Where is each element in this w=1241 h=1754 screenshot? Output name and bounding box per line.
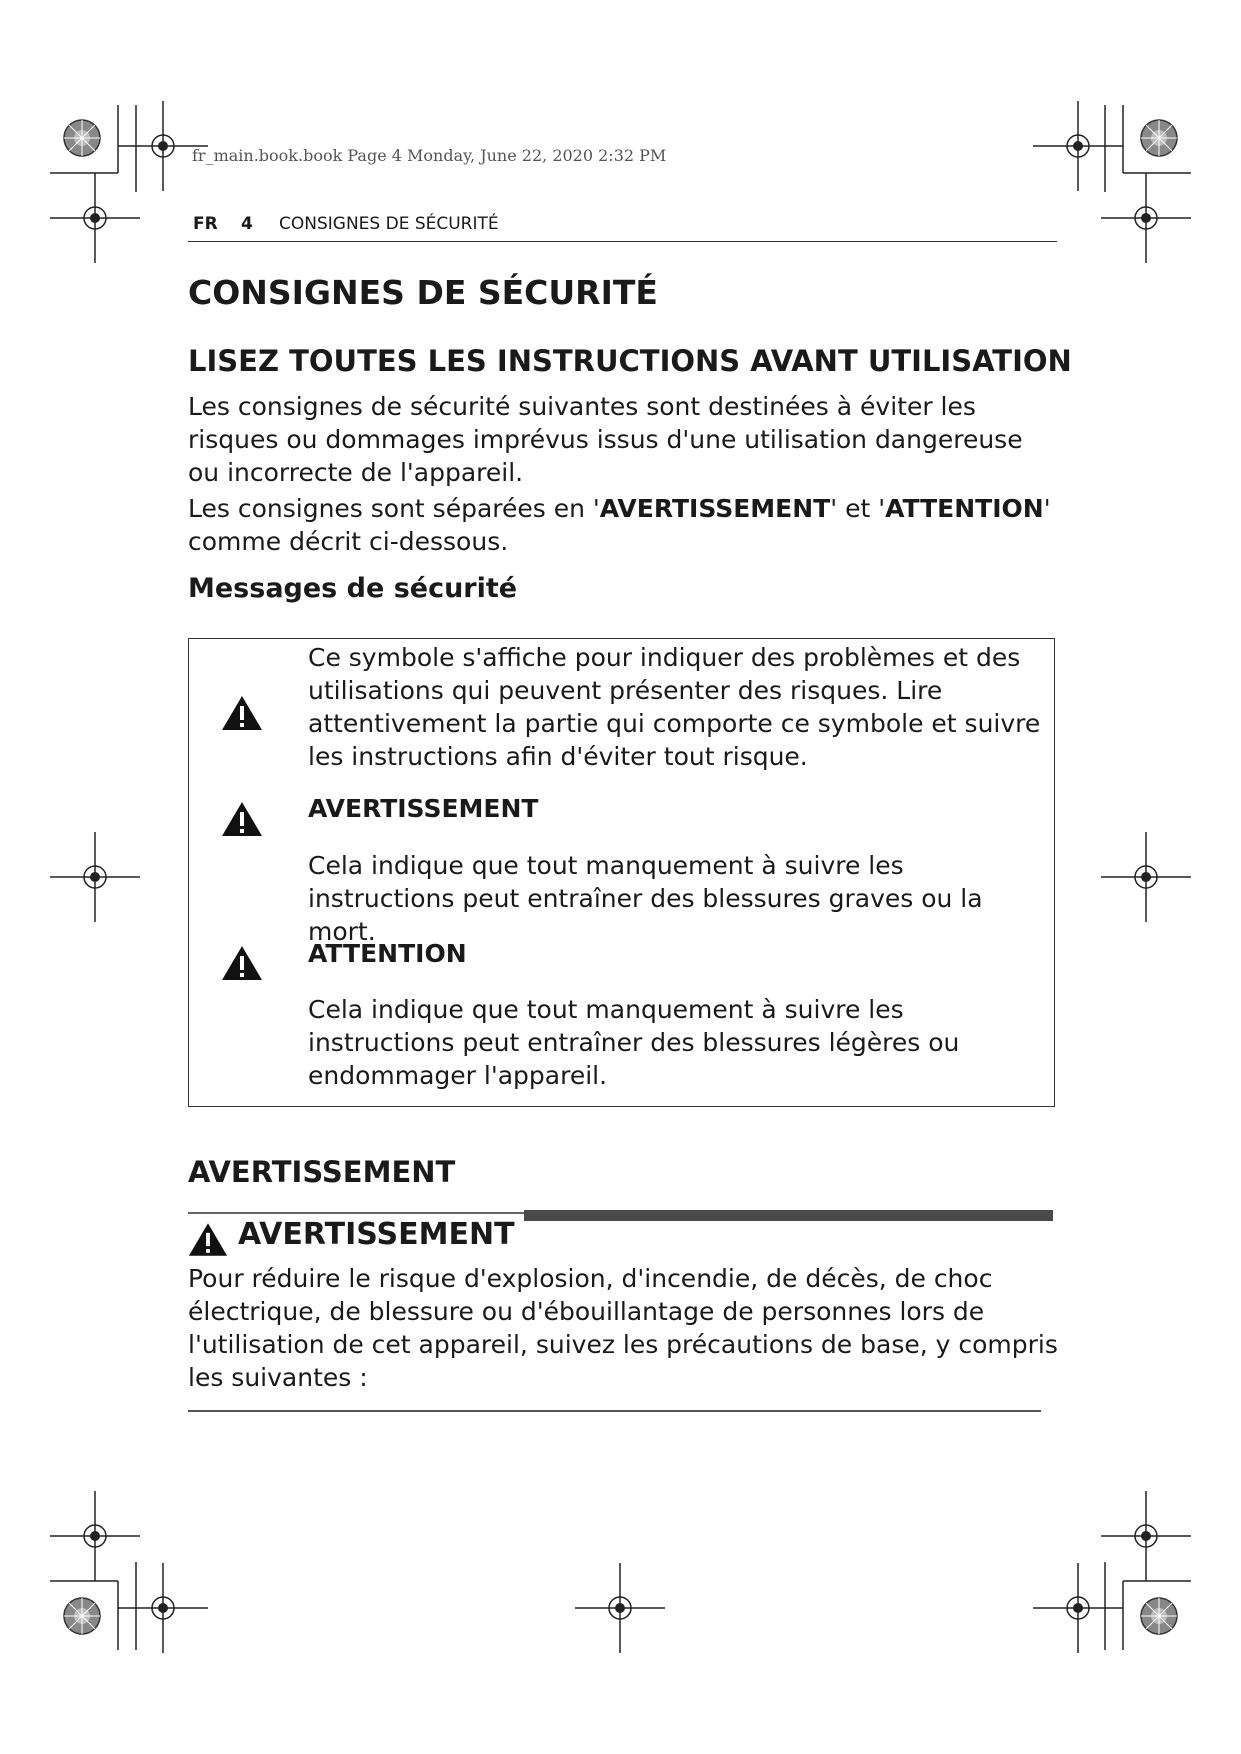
intro-paragraph-1: Les consignes de sécurité suivantes sont destinées à éviter les risques ou dommages imprévus issus d'une utilisation dangereuse ou incorrecte de l'appareil. <box>188 392 1023 487</box>
intro-p2-term-caution: ATTENTION <box>885 494 1044 523</box>
safety-message-warning-text: Cela indique que tout manquement à suivre les instructions peut entraîner des blessures graves ou la mort. <box>308 851 983 946</box>
safety-message-symbol-text: Ce symbole s'affiche pour indiquer des problèmes et des utilisations qui peuvent présenter des risques. Lire attentivement la partie qui comporte ce symbole et suivre les instructions afin d'éviter tout risque. <box>308 643 1041 771</box>
print-slug: fr_main.book.book Page 4 Monday, June 22, 2020 2:32 PM <box>192 146 667 165</box>
warning-banner-bar <box>524 1210 1053 1221</box>
running-header-section: CONSIGNES DE SÉCURITÉ <box>279 214 499 234</box>
intro-p2-term-warning: AVERTISSEMENT <box>599 494 831 523</box>
messages-heading: Messages de sécurité <box>188 573 518 604</box>
running-header <box>188 211 1057 242</box>
warning-triangle-icon <box>221 695 263 731</box>
warning-triangle-icon <box>221 945 263 981</box>
warning-text: Pour réduire le risque d'explosion, d'incendie, de décès, de choc électrique, de blessure ou d'ébouillantage de personnes lors de l'utilisation de cet appareil, suivez les précautions de base, y compris les suivantes : <box>188 1264 1058 1392</box>
subtitle: LISEZ TOUTES LES INSTRUCTIONS AVANT UTILISATION <box>188 344 1072 378</box>
divider <box>188 1212 524 1214</box>
warning-box-title: AVERTISSEMENT <box>238 1217 515 1252</box>
safety-message-heading-caution: ATTENTION <box>308 939 467 968</box>
intro-p2-text-middle: ' et ' <box>830 494 886 523</box>
warning-section-heading: AVERTISSEMENT <box>188 1155 456 1189</box>
intro-p2-text-before: Les consignes sont séparées en ' <box>188 494 600 523</box>
language-code: FR <box>193 214 218 234</box>
intro-p2-text-after: ' comme décrit ci-dessous. <box>188 494 1051 556</box>
safety-message-heading-warning: AVERTISSEMENT <box>308 794 539 823</box>
page-title: CONSIGNES DE SÉCURITÉ <box>188 273 658 312</box>
intro-paragraph-2 <box>188 492 1058 558</box>
divider <box>188 1410 1041 1412</box>
warning-triangle-icon <box>221 801 263 837</box>
safety-message-caution-text: Cela indique que tout manquement à suivre les instructions peut entraîner des blessures légères ou endommager l'appareil. <box>308 995 960 1090</box>
safety-messages-box <box>188 638 1055 1107</box>
warning-triangle-icon <box>188 1222 228 1257</box>
page-number: 4 <box>241 214 253 234</box>
